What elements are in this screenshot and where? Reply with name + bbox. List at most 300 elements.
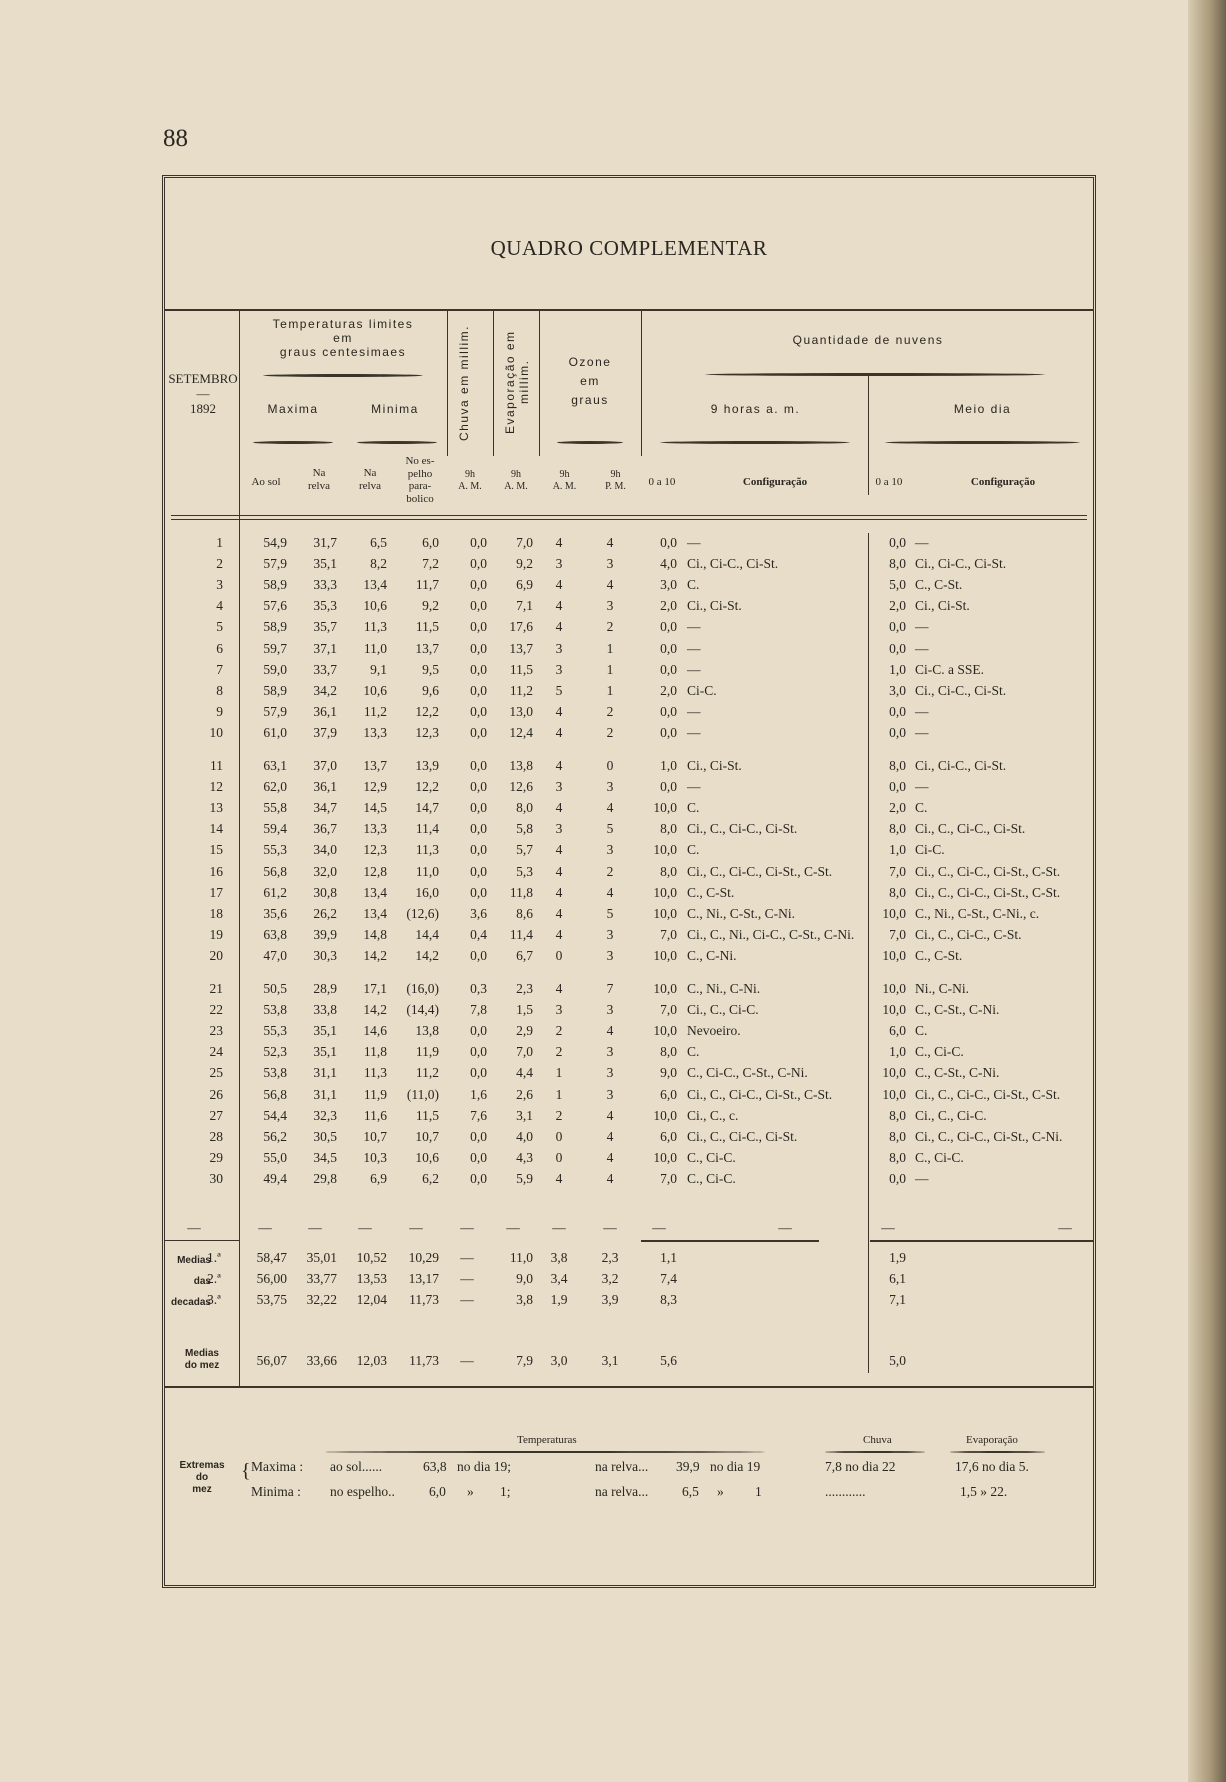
table-cell: 2,0: [660, 682, 677, 698]
table-cell: 13,17: [408, 1271, 439, 1286]
table-cell: 3,0: [660, 577, 677, 593]
table-cell: 0,0: [660, 703, 677, 719]
table-cell: —: [687, 724, 701, 740]
table-cell: C., C-St.: [915, 577, 963, 593]
table-row: [165, 1044, 1095, 1065]
table-row: [165, 683, 1095, 704]
table-cell: Nevoeiro.: [687, 1023, 741, 1039]
table-cell: 23: [209, 1023, 223, 1039]
table-row: [165, 641, 1095, 662]
table-cell: —: [1058, 1220, 1072, 1235]
table-cell: 0,0: [660, 779, 677, 795]
na-relva-max-line2: relva: [308, 479, 330, 492]
table-cell: 9,0: [660, 1065, 677, 1081]
col-divider: [493, 311, 494, 456]
table-cell: 9,2: [422, 598, 439, 614]
table-cell: 10,0: [882, 905, 906, 921]
ornament-rule: [825, 1451, 925, 1453]
hour-label: 9h: [559, 469, 570, 480]
table-cell: 12,6: [509, 779, 533, 795]
table-cell: 7,2: [422, 556, 439, 572]
table-cell: 17: [209, 884, 223, 900]
table-cell: 5,8: [516, 821, 533, 837]
table-cell: 17,6: [509, 619, 533, 635]
table-cell: 1,9: [550, 1292, 568, 1307]
table-cell: 33,66: [306, 1353, 337, 1368]
table-cell: Ci-C. a SSE.: [915, 661, 985, 677]
chuva-heading: Chuva: [863, 1434, 892, 1446]
table-cell: —: [460, 1292, 474, 1307]
table-cell: Ci., C., Ci-C., Ci-St., C-St.: [915, 884, 1061, 900]
table-cell: 0,4: [470, 926, 487, 942]
table-cell: C., Ni., C-St., C-Ni., c.: [915, 905, 1040, 921]
decade-label-line: decadas: [170, 1297, 211, 1308]
table-row: [165, 842, 1095, 863]
table-cell: 14,2: [363, 947, 387, 963]
table-cell: 61,0: [263, 724, 287, 740]
table-cell: 2: [555, 1044, 563, 1060]
minima-na-relva-value: 6,5: [682, 1484, 699, 1499]
table-cell: 1: [216, 535, 223, 550]
table-cell: 10,0: [653, 884, 677, 900]
maxima-na-relva-value: 39,9: [676, 1459, 700, 1474]
table-cell: 0,0: [470, 577, 487, 593]
table-cell: 3: [606, 1044, 614, 1060]
table-cell: 30,3: [313, 947, 337, 963]
table-cell: Ci-C.: [915, 842, 945, 858]
table-cell: 0,0: [470, 779, 487, 795]
table-cell: 13,3: [363, 821, 387, 837]
table-cell: 1: [555, 1086, 563, 1102]
table-cell: —: [506, 1220, 520, 1235]
table-cell: 4,0: [660, 556, 677, 572]
table-cell: 4: [216, 598, 223, 614]
table-row: [165, 1065, 1095, 1086]
table-cell: 29: [209, 1149, 223, 1165]
table-cell: 7,0: [889, 926, 906, 942]
table-cell: 5,7: [516, 842, 533, 858]
table-cell: 56,2: [263, 1128, 287, 1144]
table-cell: 0,0: [470, 619, 487, 635]
temp-header-line2: em: [333, 330, 353, 345]
table-cell: 2: [606, 724, 614, 740]
table-cell: 0,0: [470, 842, 487, 858]
chuva-hour-header: [447, 469, 493, 492]
nove-horas-header: 9 horas a. m.: [710, 402, 801, 416]
table-cell: 0,0: [470, 800, 487, 816]
table-cell: Ci., C., Ci-C., Ci-St., C-St.: [687, 1086, 833, 1102]
table-cell: 14,4: [415, 926, 439, 942]
table-cell: 6: [216, 640, 223, 656]
table-cell: 0,3: [470, 981, 487, 996]
table-cell: 0,0: [889, 640, 906, 656]
table-cell: 13,4: [363, 905, 387, 921]
table-cell: 13,7: [363, 758, 387, 773]
page-number: 88: [163, 125, 188, 152]
table-cell: 10,0: [882, 1002, 906, 1018]
minima-espelho: no espelho..: [330, 1484, 395, 1499]
table-cell: 7,0: [660, 1002, 677, 1018]
table-cell: 12,4: [509, 724, 533, 740]
table-cell: 0: [555, 1149, 563, 1165]
table-cell: 5,9: [516, 1170, 533, 1186]
col-divider: [641, 311, 642, 456]
table-cell: 12,3: [415, 724, 439, 740]
table-cell: 17,1: [363, 981, 387, 996]
ornament-rule: [660, 441, 850, 444]
table-cell: 8,0: [660, 1044, 677, 1060]
table-cell: Ci., C., Ci-C., Ci-St.: [687, 821, 798, 837]
extremas-line3: mez: [192, 1484, 212, 1495]
table-cell: 7,4: [660, 1271, 677, 1286]
table-cell: 3: [606, 1002, 614, 1018]
table-cell: 24: [209, 1044, 223, 1060]
table-cell: 8: [216, 682, 223, 698]
am-label: A. M.: [552, 480, 577, 492]
ornament-rule: [357, 441, 437, 444]
table-row: [165, 1150, 1095, 1171]
table-cell: 59,7: [263, 640, 287, 656]
hour-label: 9h: [465, 469, 475, 480]
table-cell: 8,0: [889, 1107, 906, 1123]
table-cell: 1: [606, 640, 614, 656]
table-cell: 0,0: [660, 661, 677, 677]
table-cell: —: [915, 619, 929, 635]
table-cell: 10,0: [882, 981, 906, 996]
table-cell: 7,9: [516, 1353, 533, 1368]
ozone-line2: em: [580, 374, 600, 389]
table-cell: 37,1: [313, 640, 337, 656]
table-cell: 0: [606, 758, 614, 773]
table-cell: 63,8: [263, 926, 287, 942]
title-divider: [165, 309, 1093, 311]
table-cell: 4,4: [516, 1065, 533, 1081]
table-cell: 3,1: [601, 1353, 619, 1368]
table-cell: 11,9: [415, 1044, 439, 1060]
ornament-rule: [557, 441, 623, 444]
table-cell: 3: [555, 779, 563, 795]
table-cell: 1,5: [516, 1002, 533, 1018]
table-cell: 4: [606, 1128, 614, 1144]
table-cell: 4: [606, 1107, 614, 1123]
table-cell: 11: [210, 758, 223, 773]
table-row: [165, 535, 1095, 556]
table-cell: 0,0: [470, 758, 487, 773]
table-cell: C.: [915, 1023, 928, 1039]
table-cell: 34,7: [313, 800, 337, 816]
table-cell: 4: [555, 926, 563, 942]
table-row: [165, 1023, 1095, 1044]
table-cell: Ni., C-Ni.: [915, 981, 969, 996]
chuva-min: ............: [825, 1484, 866, 1499]
table-cell: 10,0: [882, 1086, 906, 1102]
table-cell: 57,9: [263, 556, 287, 572]
table-cell: 55,3: [263, 842, 287, 858]
am-label: A. M.: [458, 480, 482, 492]
table-cell: 2.ª: [207, 1271, 221, 1286]
table-cell: 14: [209, 821, 223, 837]
table-cell: 0,0: [470, 884, 487, 900]
table-cell: —: [687, 535, 701, 550]
table-cell: 4: [555, 724, 563, 740]
table-cell: 8,0: [889, 1128, 906, 1144]
table-cell: 4: [606, 1023, 614, 1039]
table-cell: 7,0: [889, 863, 906, 879]
table-row: [165, 704, 1095, 725]
table-cell: 11,5: [415, 1107, 439, 1123]
table-row: [165, 1129, 1095, 1150]
table-cell: 10,0: [653, 1107, 677, 1123]
table-cell: 30,8: [313, 884, 337, 900]
table-cell: 8,2: [370, 556, 387, 572]
table-cell: 5: [555, 682, 563, 698]
table-cell: 0,0: [470, 703, 487, 719]
table-cell: 58,47: [256, 1250, 287, 1265]
table-cell: 4: [555, 758, 563, 773]
na-relva-min-line1: Na: [363, 467, 377, 479]
table-cell: 56,8: [263, 863, 287, 879]
table-cell: —: [687, 661, 701, 677]
table-row: [165, 927, 1095, 948]
table-cell: 1,0: [889, 1044, 906, 1060]
table-cell: 18: [209, 905, 223, 921]
table-cell: 10,0: [882, 947, 906, 963]
chuva-header: Chuva em millim.: [457, 325, 471, 442]
table-cell: Ci., C., Ci-C., Ci-St., C-St.: [915, 863, 1061, 879]
table-cell: 4: [606, 577, 614, 593]
table-cell: 57,6: [263, 598, 287, 614]
table-cell: 56,8: [263, 1086, 287, 1102]
table-row: [165, 619, 1095, 640]
maxima-ao-sol-value: 63,8: [423, 1459, 447, 1474]
table-cell: 9,0: [516, 1271, 533, 1286]
table-cell: 4: [555, 842, 563, 858]
table-cell: 34,5: [313, 1149, 337, 1165]
table-cell: C., C-St.: [915, 947, 963, 963]
table-cell: 0,0: [889, 779, 906, 795]
table-cell: 3: [555, 1002, 563, 1018]
table-cell: 0,0: [470, 682, 487, 698]
table-cell: Ci., Ci-C., Ci-St.: [915, 682, 1007, 698]
table-cell: 4: [555, 884, 563, 900]
table-cell: 8,0: [889, 821, 906, 837]
table-cell: 0,0: [470, 863, 487, 879]
table-cell: 1,9: [889, 1250, 906, 1265]
table-cell: 55,0: [263, 1149, 287, 1165]
table-cell: 6,0: [422, 535, 439, 550]
page-edge-shadow: [1188, 0, 1226, 1782]
table-cell: Ci., Ci-St.: [915, 598, 970, 614]
table-cell: Ci., C., Ci-C., C-St.: [915, 926, 1022, 942]
table-cell: 9,5: [422, 661, 439, 677]
footer-brace: {: [241, 1460, 251, 1482]
table-cell: 10,29: [408, 1250, 439, 1265]
month-header: [167, 372, 239, 417]
table-cell: 10,7: [415, 1128, 439, 1144]
table-cell: 4: [555, 863, 563, 879]
table-cell: 7,6: [470, 1107, 487, 1123]
table-cell: 52,3: [263, 1044, 287, 1060]
table-cell: 14,5: [363, 800, 387, 816]
table-cell: Ci., C., Ci-C.: [687, 1002, 759, 1018]
table-cell: 7,0: [516, 535, 533, 550]
table-row: [165, 885, 1095, 906]
table-cell: 8,0: [889, 556, 906, 572]
table-cell: 14,8: [363, 926, 387, 942]
table-cell: 11,3: [363, 619, 387, 635]
espelho-line1: No es-: [405, 455, 435, 467]
table-cell: 4: [606, 800, 614, 816]
table-cell: 8,0: [516, 800, 533, 816]
month-label-line: Medias: [185, 1348, 219, 1359]
ornament-rule: [253, 441, 333, 444]
table-cell: 12,3: [363, 842, 387, 858]
table-cell: C., Ci-C.: [915, 1149, 964, 1165]
nuvens-md-scale-header: 0 a 10: [875, 476, 903, 488]
table-cell: C., C-St., C-Ni.: [915, 1065, 1000, 1081]
table-cell: 50,5: [263, 981, 287, 996]
table-row: [165, 1002, 1095, 1023]
minima-na-relva-day: 1: [755, 1484, 762, 1499]
table-cell: 59,0: [263, 661, 287, 677]
table-cell: 2,6: [516, 1086, 533, 1102]
table-cell: C.: [687, 577, 700, 593]
table-cell: 36,7: [313, 821, 337, 837]
table-cell: (12,6): [406, 905, 439, 921]
table-cell: 28,9: [313, 981, 337, 996]
table-cell: Ci., C., Ci-C., Ci-St.: [915, 821, 1026, 837]
table-cell: 5,0: [889, 577, 906, 593]
table-cell: 4: [555, 703, 563, 719]
minima-espelho-value: 6,0: [429, 1484, 446, 1499]
table-cell: 2: [606, 863, 614, 879]
table-cell: 11,7: [415, 577, 439, 593]
table-cell: 4: [555, 981, 563, 996]
table-cell: 3,1: [516, 1107, 533, 1123]
table-cell: 10,0: [653, 1149, 677, 1165]
table-cell: 33,8: [313, 1002, 337, 1018]
minima-header: Minima: [371, 402, 419, 416]
table-cell: 30: [209, 1170, 223, 1186]
ornament-rule: [263, 374, 423, 377]
table-cell: 6,0: [660, 1086, 677, 1102]
table-cell: 2: [555, 1107, 563, 1123]
ozone-line3: graus: [571, 393, 609, 408]
table-cell: 3,4: [550, 1271, 568, 1286]
table-cell: 3,9: [601, 1292, 619, 1307]
table-cell: 35,3: [313, 598, 337, 614]
decade-row: [165, 1271, 1095, 1292]
table-cell: 31,7: [313, 535, 337, 550]
table-cell: —: [915, 1170, 929, 1186]
table-cell: 7,0: [660, 926, 677, 942]
table-cell: 2,3: [601, 1250, 619, 1265]
table-cell: 11,5: [415, 619, 439, 635]
table-cell: 13,3: [363, 724, 387, 740]
table-cell: 5: [606, 821, 614, 837]
table-cell: 3: [606, 1065, 614, 1081]
table-cell: 56,00: [256, 1271, 287, 1286]
table-cell: 11,2: [415, 1065, 439, 1081]
espelho-header: [395, 455, 445, 506]
table-cell: 0,0: [470, 661, 487, 677]
config-am-header: Configuração: [742, 476, 808, 488]
table-cell: 14,2: [415, 947, 439, 963]
table-cell: 54,4: [263, 1107, 287, 1123]
table-cell: 13,4: [363, 577, 387, 593]
na-relva-min-line2: relva: [359, 479, 381, 492]
summary-rule: [165, 1240, 239, 1241]
table-cell: —: [258, 1220, 272, 1235]
table-cell: 5,3: [516, 863, 533, 879]
table-cell: 11,3: [363, 1065, 387, 1081]
table-cell: 3: [555, 821, 563, 837]
month-dash: —: [196, 385, 210, 401]
ao-sol-header: Ao sol: [251, 476, 281, 488]
table-cell: 0: [555, 947, 563, 963]
table-row: [165, 1171, 1095, 1192]
hour-label: 9h: [610, 469, 621, 480]
header-divider-top: [171, 515, 1087, 516]
table-cell: 3: [606, 947, 614, 963]
table-cell: C., Ci-C.: [687, 1170, 736, 1186]
table-cell: 10,0: [882, 1065, 906, 1081]
table-cell: 13: [209, 800, 223, 816]
table-cell: 11,0: [363, 640, 387, 656]
table-cell: 16: [209, 863, 223, 879]
table-cell: 11,73: [409, 1353, 439, 1368]
table-cell: 32,22: [306, 1292, 337, 1307]
table-cell: 12: [209, 779, 223, 795]
table-cell: Ci., C., Ci-C., Ci-St., C-St.: [687, 863, 833, 879]
table-cell: 8,0: [889, 758, 906, 773]
table-cell: 7,0: [516, 1044, 533, 1060]
table-cell: 11,3: [415, 842, 439, 858]
decade-label-line: das: [193, 1276, 211, 1287]
evaporacao-header: Evaporação em millim.: [503, 330, 531, 434]
table-cell: 19: [209, 926, 223, 942]
decade-label-line: Medias: [177, 1255, 211, 1266]
table-cell: Ci., Ci-St.: [687, 598, 742, 614]
table-cell: 57,9: [263, 703, 287, 719]
table-cell: 3: [555, 640, 563, 656]
month-average-row: [165, 1353, 1095, 1374]
table-cell: 10,0: [653, 1023, 677, 1039]
table-cell: 22: [209, 1002, 223, 1018]
table-cell: 35,6: [263, 905, 287, 921]
table-cell: C., C-Ni.: [687, 947, 737, 963]
year-label: 1892: [190, 400, 216, 416]
table-cell: 3: [606, 779, 614, 795]
evap-max: 17,6 no dia 5.: [955, 1459, 1029, 1474]
table-row: [165, 948, 1095, 969]
table-cell: 1: [555, 1065, 563, 1081]
table-cell: Ci., C., Ci-C., Ci-St.: [687, 1128, 798, 1144]
na-relva-max-header: [293, 467, 345, 492]
table-cell: 0,0: [660, 640, 677, 656]
table-cell: 4: [606, 884, 614, 900]
table-row: [165, 556, 1095, 577]
espelho-line3: para-: [408, 480, 432, 493]
temperaturas-heading: Temperaturas: [517, 1434, 577, 1446]
temp-header-line1: Temperaturas limites: [272, 317, 414, 331]
table-cell: 3: [555, 661, 563, 677]
table-cell: 3: [216, 577, 223, 593]
table-cell: 4: [555, 598, 563, 614]
table-cell: 6,1: [889, 1271, 906, 1286]
table-cell: 58,9: [263, 619, 287, 635]
table-cell: 0,0: [889, 535, 906, 550]
